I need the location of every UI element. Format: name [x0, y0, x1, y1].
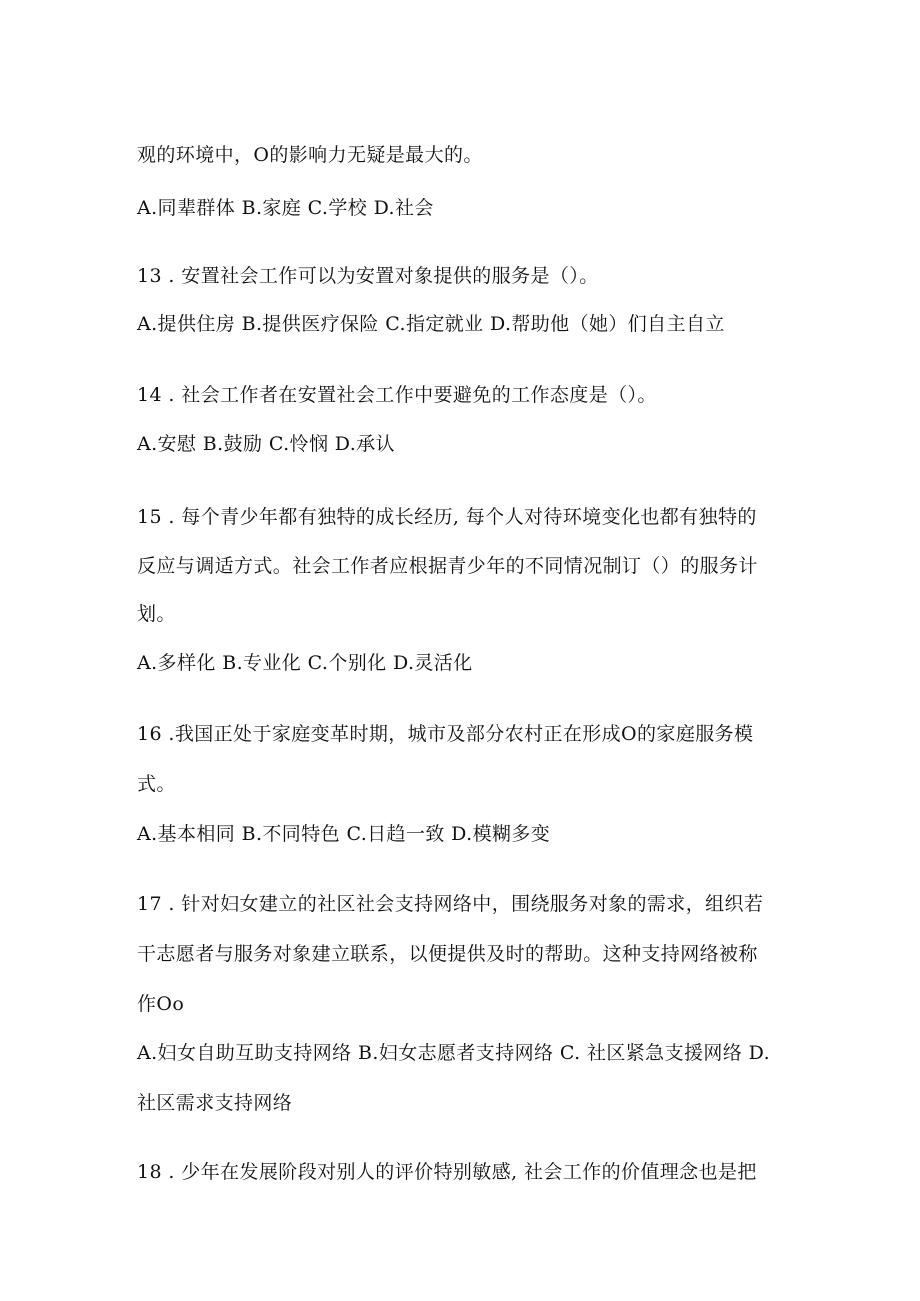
question-12-options: A.同辈群体 B.家庭 C.学校 D.社会 — [137, 197, 434, 219]
question-17-stem-line-3: 作Oo — [137, 993, 185, 1015]
question-13-stem: 13 . 安置社会工作可以为安置对象提供的服务是（）。 — [137, 265, 599, 287]
question-13-options: A.提供住房 B.提供医疗保险 C.指定就业 D.帮助他（她）们自主自立 — [137, 313, 725, 335]
question-15-stem-line-2: 反应与调适方式。社会工作者应根据青少年的不同情况制订（）的服务计 — [137, 555, 758, 577]
question-16-options: A.基本相同 B.不同特色 C.日趋一致 D.模糊多变 — [137, 823, 551, 845]
question-17-options-line-2: 社区需求支持网络 — [137, 1092, 293, 1114]
question-17-stem-line-2: 干志愿者与服务对象建立联系，以便提供及时的帮助。这种支持网络被称 — [137, 943, 758, 965]
question-16-stem-line-2: 式。 — [137, 773, 176, 795]
question-17-stem-line-1: 17 . 针对妇女建立的社区社会支持网络中，围绕服务对象的需求，组织若 — [137, 893, 764, 915]
question-14-options: A.安慰 B.鼓励 C.怜悯 D.承认 — [137, 433, 395, 455]
question-18-stem: 18 . 少年在发展阶段对别人的评价特别敏感, 社会工作的价值理念也是把 — [137, 1161, 757, 1183]
question-12-stem-end: 观的环境中，O的影响力无疑是最大的。 — [137, 144, 483, 166]
question-17-options-line-1: A.妇女自助互助支持网络 B.妇女志愿者支持网络 C. 社区紧急支援网络 D. — [137, 1042, 771, 1064]
question-15-stem-line-1: 15 . 每个青少年都有独特的成长经历, 每个人对待环境变化也都有独特的 — [137, 506, 757, 528]
question-15-options: A.多样化 B.专业化 C.个别化 D.灵活化 — [137, 652, 473, 674]
question-14-stem: 14 . 社会工作者在安置社会工作中要避免的工作态度是（）。 — [137, 384, 657, 406]
question-16-stem-line-1: 16 .我国正处于家庭变革时期，城市及部分农村正在形成O的家庭服务模 — [137, 723, 754, 745]
question-15-stem-line-3: 划。 — [137, 603, 176, 625]
